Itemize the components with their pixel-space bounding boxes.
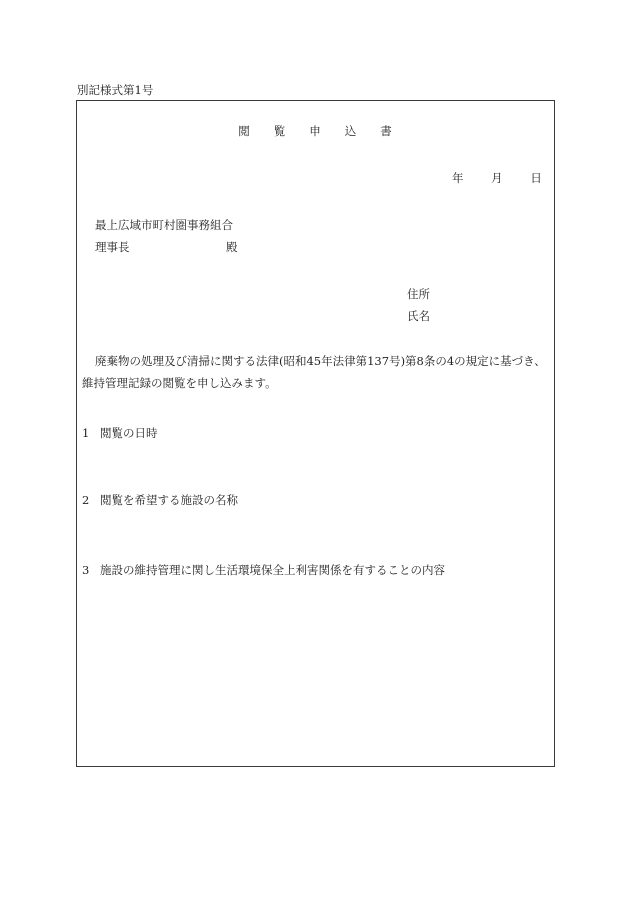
body-text-line-1: 廃棄物の処理及び清掃に関する法律(昭和45年法律第137号)第8条の4の規定に基づき、	[95, 354, 546, 368]
item-text: 施設の維持管理に関し生活環境保全上利害関係を有することの内容	[100, 563, 445, 577]
item-text: 閲覧を希望する施設の名称	[100, 493, 238, 507]
document-title	[0, 126, 630, 138]
item-number: 1	[82, 426, 90, 440]
item-text: 閲覧の日時	[100, 426, 158, 440]
applicant-address-label: 住所	[407, 287, 430, 301]
list-item	[82, 495, 238, 507]
title-char: 閲	[238, 124, 250, 138]
title-char: 申	[309, 124, 321, 138]
form-number-label: 別記様式第1号	[77, 83, 154, 97]
list-item	[82, 428, 158, 440]
addressee-title: 理事長	[95, 240, 130, 254]
title-char: 覧	[273, 124, 286, 138]
item-number: 3	[82, 563, 90, 577]
body-text-line-2: 維持管理記録の閲覧を申し込みます。	[82, 376, 277, 390]
item-number: 2	[82, 493, 90, 507]
date-month-label: 月	[491, 171, 503, 185]
addressee-organization: 最上広域市町村圏事務組合	[95, 218, 233, 232]
applicant-name-label: 氏名	[407, 309, 430, 323]
date-year-label: 年	[452, 171, 464, 185]
date-line	[452, 173, 542, 185]
list-item	[82, 565, 445, 577]
title-char: 込	[344, 124, 357, 138]
date-day-label: 日	[530, 171, 542, 185]
title-char: 書	[380, 124, 392, 138]
addressee-honorific: 殿	[226, 240, 238, 254]
